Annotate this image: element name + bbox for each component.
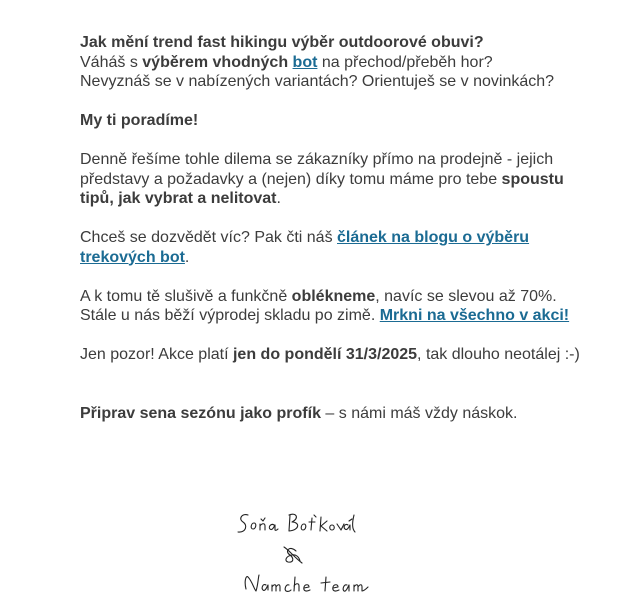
advice-heading: My ti poradíme! [80,112,199,129]
tips-bold: spoustu tipů, jak vybrat a nelitovat [80,170,564,207]
tips-text: Denně řešíme tohle dilema se zákazníky přímo na prodejně - jejich představy a požadavky a (nejen) díky tomu máme pro tebe [80,151,554,188]
tips-paragraph [80,150,580,209]
intro-text-end: na přechod/přeběh hor? [317,53,493,71]
advice-paragraph [80,111,580,131]
deadline-text: Jen pozor! Akce platí [80,346,233,363]
sale-link[interactable]: Mrkni na všechno v akci! [379,307,570,324]
blog-end: . [184,248,190,266]
blog-paragraph [80,228,580,267]
blog-text: Chceš se dozvědět víc? Pak čti náš [80,229,338,246]
deadline-bold: jen do pondělí 31/3/2025 [232,346,418,363]
sale-bold: oblékneme [291,287,376,305]
boots-link[interactable]: bot [292,53,318,71]
intro-question: Nevyznáš se v nabízených variantách? Orientuješ se v novinkách? [80,73,555,90]
sale-paragraph [80,287,580,326]
handwritten-signature [234,505,404,600]
intro-text: Váháš s [80,53,143,71]
spacer [80,384,580,404]
deadline-paragraph [80,345,580,365]
tips-end: . [276,190,281,207]
blog-article-link[interactable]: článek na blogu o výběru trekových bot [80,229,530,266]
intro-heading: Jak mění trend fast hikingu výběr outdoorové obuvi? [80,34,484,51]
closing-paragraph [80,404,580,424]
deadline-text-2: , tak dlouho neotálej :-) [417,346,580,363]
sale-text-2: , navíc se slevou až 70%. Stále u nás běží výprodej skladu po zimě. [80,287,557,324]
intro-paragraph [80,33,580,92]
email-body [80,33,580,443]
closing-text: – s námi máš vždy náskok. [320,404,518,422]
sale-text: A k tomu tě slušivě a funkčně [80,287,292,305]
closing-bold: Připrav sena sezónu jako profík [80,404,321,422]
intro-bold: výběrem vhodných [142,53,289,71]
